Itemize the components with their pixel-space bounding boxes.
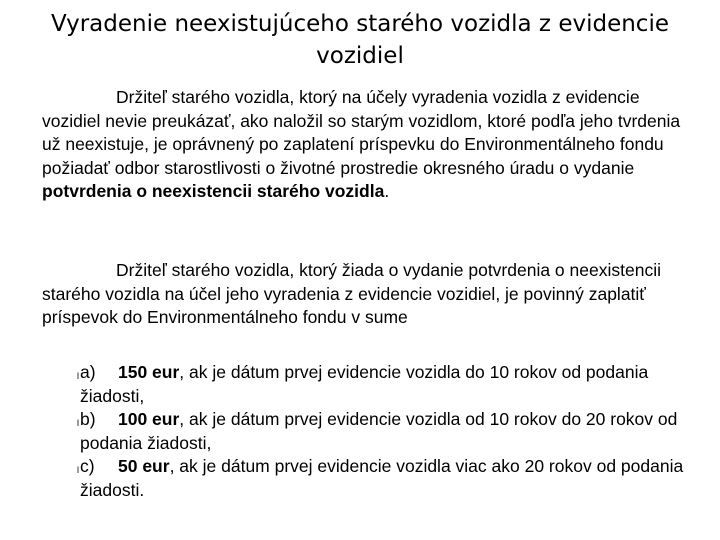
list-bullet: l <box>77 418 79 428</box>
fee-list <box>77 361 690 502</box>
list-item <box>77 408 690 455</box>
fee-amount: 50 eur <box>118 456 170 476</box>
list-item-text: , ak je dátum prvej evidencie vozidla do 10 rokov od podania žiadosti, <box>80 362 649 406</box>
list-item-text: , ak je dátum prvej evidencie vozidla od 10 rokov do 20 rokov od podania žiadosti, <box>80 409 678 453</box>
paragraph1-end: . <box>384 181 390 201</box>
fee-amount: 150 eur <box>118 362 180 382</box>
fee-amount: 100 eur <box>118 409 180 429</box>
list-item-text: , ak je dátum prvej evidencie vozidla viac ako 20 rokov od podania žiadosti. <box>80 456 684 500</box>
list-item <box>77 455 690 502</box>
list-bullet: l <box>77 465 79 475</box>
paragraph-fee <box>42 259 682 330</box>
list-bullet: l <box>77 371 79 381</box>
slide-title: Vyradenie neexistujúceho starého vozidla z evidencie vozidiel <box>51 11 669 69</box>
list-marker: c) <box>80 456 95 476</box>
paragraph1-bold: potvrdenia o neexistencii starého vozidla <box>42 181 385 201</box>
paragraph-certificate <box>42 86 682 204</box>
list-marker: a) <box>80 362 96 382</box>
paragraph1-text: Držiteľ starého vozidla, ktorý na účely vyradenia vozidla z evidencie vozidiel nevie preukázať, ako naložil so starým vozidlom, ktoré podľa jeho tvrdenia už neexistuje, je oprávnený po zaplatení príspevku do Environmentálneho fondu požiadať odbor starostlivosti o životné prostredie okresného úradu o vydanie <box>42 87 681 178</box>
paragraph2-text: Držiteľ starého vozidla, ktorý žiada o vydanie potvrdenia o neexistencii starého vozidla na účel jeho vyradenia z evidencie vozidiel, je povinný zaplatiť príspevok do Environmentálneho fondu v sume <box>42 260 661 327</box>
list-marker: b) <box>80 409 96 429</box>
list-item <box>77 361 690 408</box>
